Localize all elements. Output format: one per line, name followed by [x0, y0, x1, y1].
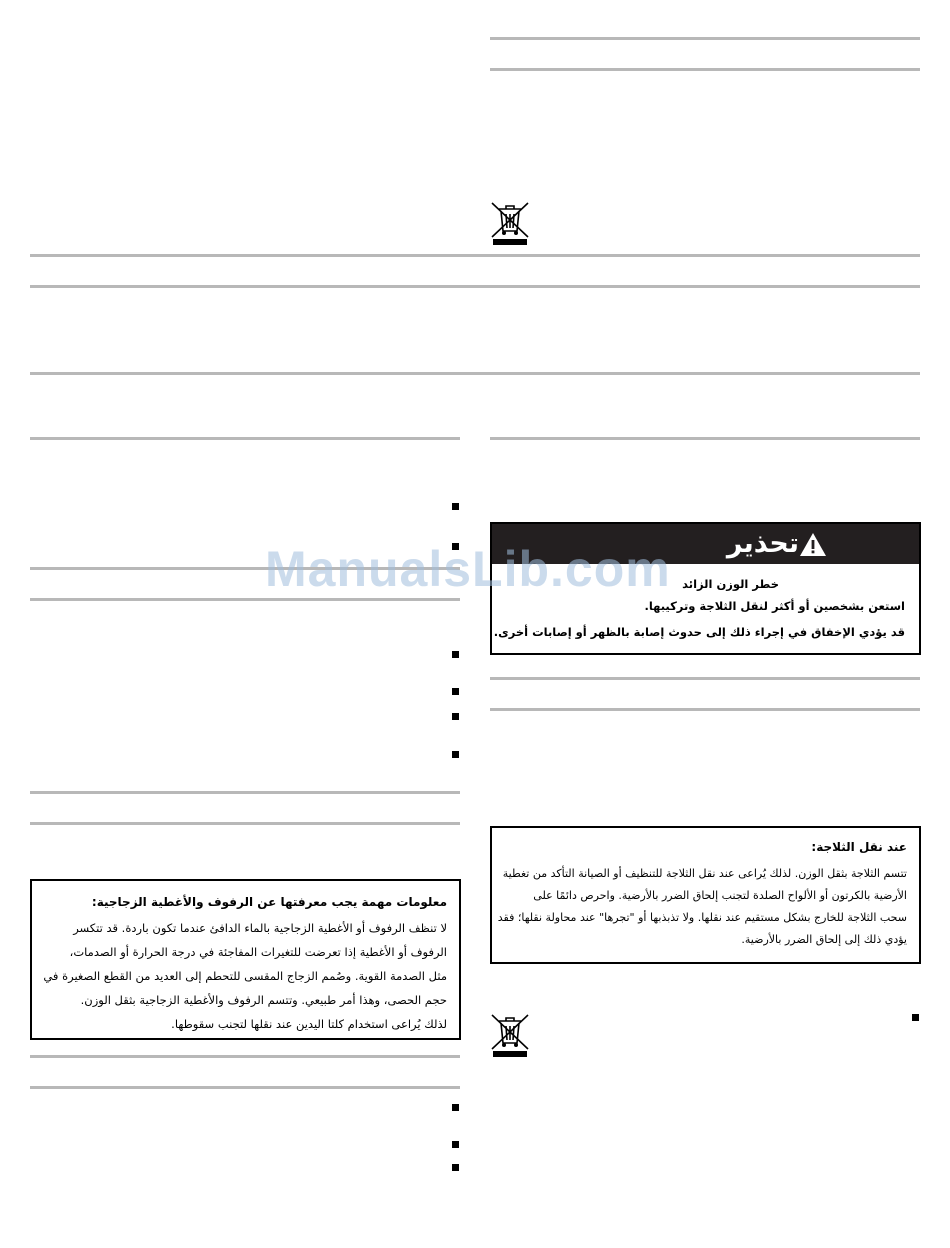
bullet-square — [452, 713, 459, 720]
moving-line: يؤدي ذلك إلى إلحاق الضرر بالأرضية. — [741, 933, 907, 946]
divider — [30, 285, 920, 288]
shelves-line: الرفوف أو الأغطية إذا تعرضت للتغيرات المفاجئة في درجة الحرارة أو الصدمات، — [69, 945, 447, 959]
watermark: ManualsLib.com — [265, 541, 671, 597]
moving-line: سحب الثلاجة للخارج بشكل مستقيم عند نقلها. ولا تذبذبها أو "تجرها" عند محاولة نقلها؛ فقد — [497, 911, 907, 924]
bullet-square — [452, 1141, 459, 1148]
shelves-line: لا تنظف الرفوف أو الأغطية الزجاجية بالماء الدافئ عندما تكون باردة. قد تتكسر — [73, 921, 447, 935]
warning-line: قد يؤدي الإخفاق في إجراء ذلك إلى حدوث إصابة بالظهر أو إصابات أخرى. — [493, 625, 905, 639]
divider — [490, 677, 920, 680]
crossed-bin-icon — [489, 200, 531, 246]
warning-title: تحذير — [726, 528, 799, 559]
shelves-title: معلومات مهمة يجب معرفتها عن الرفوف والأغطية الزجاجية: — [91, 895, 447, 909]
divider — [30, 1086, 460, 1089]
glass-shelves-box — [30, 879, 461, 1040]
bullet-square — [452, 1164, 459, 1171]
warning-triangle-icon — [799, 532, 827, 557]
divider — [30, 372, 920, 375]
moving-title: عند نقل الثلاجة: — [811, 840, 907, 854]
divider — [490, 708, 920, 711]
bullet-square — [452, 1104, 459, 1111]
divider — [30, 598, 460, 601]
shelves-line: حجم الحصى، وهذا أمر طبيعي. وتتسم الرفوف والأغطية الزجاجية بثقل الوزن. — [80, 993, 447, 1007]
bullet-square — [452, 651, 459, 658]
divider — [30, 791, 460, 794]
divider — [490, 68, 920, 71]
divider — [30, 437, 460, 440]
warning-line: خطر الوزن الزائد — [682, 577, 779, 591]
divider — [30, 1055, 460, 1058]
crossed-bin-icon — [489, 1012, 531, 1058]
divider — [490, 437, 920, 440]
bullet-square — [452, 751, 459, 758]
bullet-square — [912, 1014, 919, 1021]
divider — [30, 822, 460, 825]
moving-refrigerator-box — [490, 826, 921, 964]
moving-line: الأرضية بالكرتون أو الألواح الصلدة لتجنب إلحاق الضرر بالأرضية. واحرص دائمًا على — [533, 889, 907, 902]
warning-line: استعن بشخصين أو أكثر لنقل الثلاجة وتركيبها. — [644, 599, 905, 613]
bullet-square — [452, 503, 459, 510]
divider — [30, 254, 920, 257]
shelves-line: مثل الصدمة القوية. وصُمم الزجاج المقسى للتحطم إلى العديد من القطع الصغيرة في — [43, 969, 447, 983]
divider — [490, 37, 920, 40]
shelves-line: لذلك يُراعى استخدام كلتا اليدين عند نقلها لتجنب سقوطها. — [171, 1017, 447, 1031]
bullet-square — [452, 688, 459, 695]
moving-line: تتسم الثلاجة بثقل الوزن. لذلك يُراعى عند نقل الثلاجة للتنظيف أو الصيانة التأكد من تغطية — [502, 867, 907, 880]
